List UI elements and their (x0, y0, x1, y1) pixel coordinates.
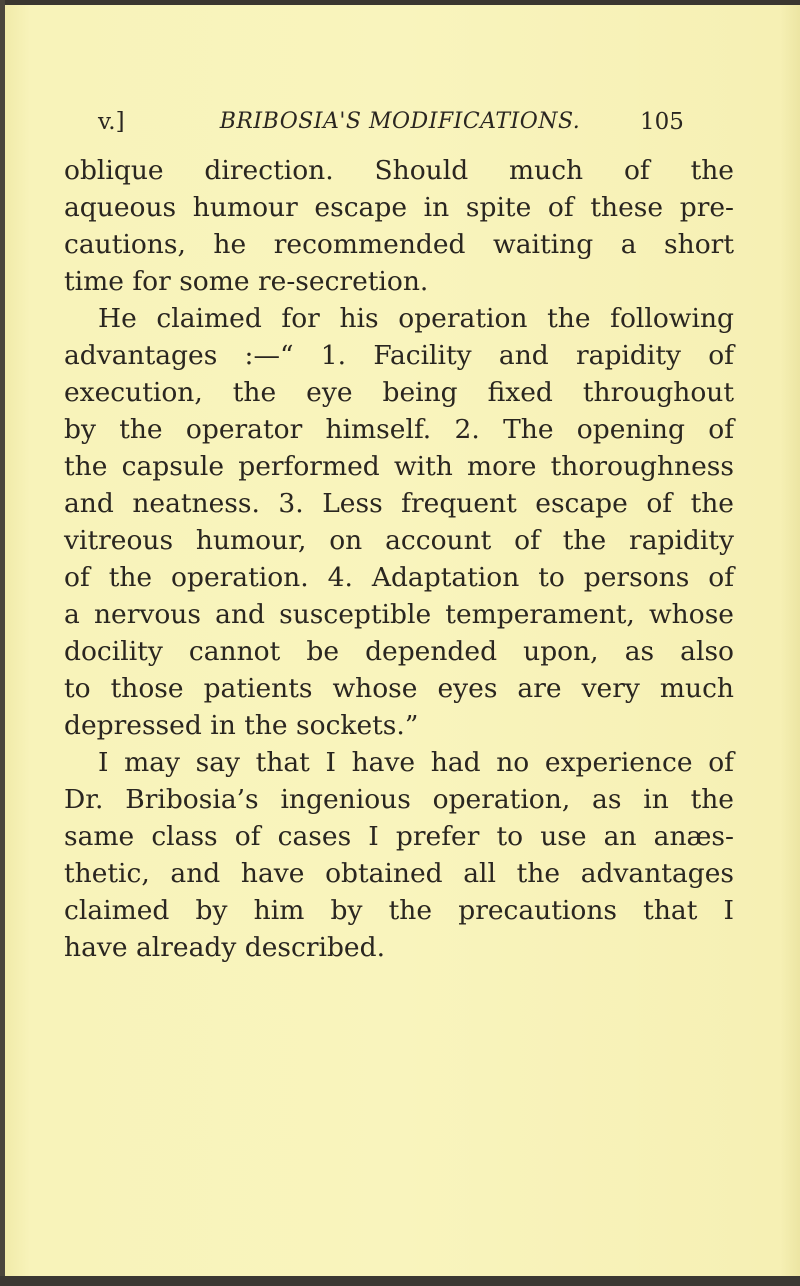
text-line: have already described. (64, 932, 385, 963)
text-line: same class of cases I prefer to use an anæs- (64, 821, 734, 852)
chapter-number: v.] (98, 109, 125, 135)
text-line: claimed by him by the precautions that I (64, 895, 734, 926)
text-line: I may say that I have had no experience of (98, 747, 734, 778)
page-top-edge (0, 0, 800, 5)
page-left-edge (0, 0, 5, 1286)
text-line: advantages :—“ 1. Facility and rapidity of (64, 340, 734, 371)
text-line: oblique direction. Should much of the (64, 155, 734, 186)
text-line: docility cannot be depended upon, as also (64, 636, 734, 667)
text-line: to those patients whose eyes are very much (64, 673, 734, 704)
text-line: vitreous humour, on account of the rapidity (64, 525, 734, 556)
text-line: thetic, and have obtained all the advantages (64, 858, 734, 889)
text-line: aqueous humour escape in spite of these pre- (64, 192, 734, 223)
text-line: and neatness. 3. Less frequent escape of the (64, 488, 734, 519)
text-line: Dr. Bribosia’s ingenious operation, as in the (64, 784, 734, 815)
text-line: by the operator himself. 2. The opening of (64, 414, 734, 445)
text-line: a nervous and susceptible temperament, whose (64, 599, 734, 630)
running-head (0, 109, 800, 139)
page-bottom-edge (0, 1276, 800, 1286)
text-line: depressed in the sockets.” (64, 710, 419, 741)
body-text (64, 152, 734, 966)
text-line: of the operation. 4. Adaptation to persons of (64, 562, 734, 593)
page-number: 105 (640, 109, 684, 135)
text-line: execution, the eye being fixed throughout (64, 377, 734, 408)
text-line: He claimed for his operation the following (98, 303, 734, 334)
text-line: cautions, he recommended waiting a short (64, 229, 734, 260)
text-line: the capsule performed with more thoroughness (64, 451, 734, 482)
running-head-title: BRIBOSIA'S MODIFICATIONS. (219, 109, 581, 134)
text-line: time for some re-secretion. (64, 266, 429, 297)
